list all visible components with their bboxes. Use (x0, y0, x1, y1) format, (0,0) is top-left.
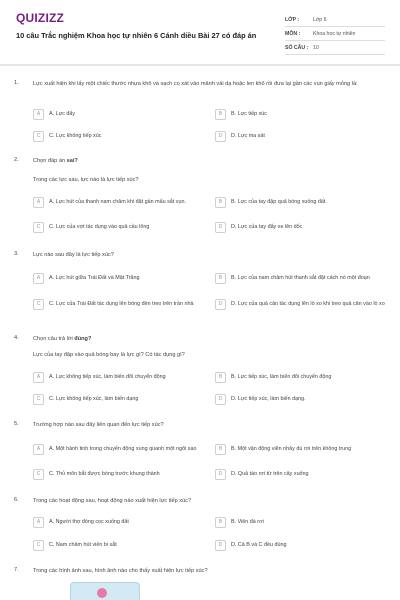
option-text: B. Lực của nam châm hút thanh sắt đặt cách nó một đoạn (231, 274, 370, 281)
option-badge: C (33, 540, 44, 551)
option-badge: B (215, 517, 226, 528)
question-text: Lực nào sau đây là lực tiếp xúc? (33, 252, 114, 258)
option-b[interactable] (215, 370, 390, 384)
option-badge: D (215, 131, 226, 142)
option-badge: C (33, 394, 44, 405)
option-text: D. Quả táo rơi từ trên cây xuống (231, 470, 309, 477)
option-a[interactable] (33, 271, 213, 285)
option-d[interactable] (215, 220, 390, 234)
illustration-shape (97, 588, 107, 598)
option-b[interactable] (215, 442, 390, 456)
option-badge: D (215, 394, 226, 405)
option-a[interactable] (33, 370, 213, 384)
option-text: A. Lực đẩy (49, 110, 76, 117)
meta-value: Khoa học tự nhiên (313, 30, 356, 37)
option-badge: D (215, 299, 226, 310)
option-text: D. Lực tiếp xúc, làm biến dạng. (231, 395, 306, 402)
question-number: 1. (14, 80, 19, 86)
question-text: Lực xuất hiện khi lấy một chiếc thước nhựa khô và sạch cọ xát vào mảnh vải dạ hoặc len khô rồi đưa lại gần các vụn giấy mỏng là: (33, 81, 358, 87)
question-number: 2. (14, 157, 19, 163)
option-d[interactable] (215, 297, 390, 311)
meta-label: LỚP : (285, 16, 300, 23)
option-a[interactable] (33, 195, 213, 209)
question-text-prefix: Chọn câu trả lời (33, 336, 75, 342)
option-c[interactable] (33, 467, 213, 481)
option-text: A. Lực hút của thanh nam châm khi đặt gần mẩu sắt vụn. (49, 198, 186, 205)
option-text: A. Lực hút giữa Trái Đất và Mặt Trăng (49, 274, 140, 281)
option-c[interactable] (33, 220, 213, 234)
option-a[interactable] (33, 442, 213, 456)
question-text: Trường hợp nào sau đây liên quan đến lực tiếp xúc? (33, 422, 164, 428)
question-subtext: Lực của tay đập vào quả bóng bay là lực gì? Có tác dụng gì? (33, 352, 185, 358)
meta-label: SỐ CÂU : (285, 44, 309, 51)
option-d[interactable] (215, 538, 390, 552)
option-badge: A (33, 372, 44, 383)
option-badge: A (33, 517, 44, 528)
option-text: A. Người thợ đóng cọc xuống đất (49, 518, 129, 525)
option-b[interactable] (215, 107, 390, 121)
option-text: D. Lực của quả cân tác dụng lên lò xo khi treo quả cân vào lò xo (231, 300, 385, 307)
option-badge: A (33, 273, 44, 284)
question-number: 5. (14, 421, 19, 427)
option-text: A. Một hành tinh trong chuyển động xung quanh một ngôi sao (49, 445, 197, 452)
option-badge: C (33, 469, 44, 480)
question-number: 3. (14, 251, 19, 257)
option-d[interactable] (215, 392, 390, 406)
quizizz-logo: QUIZIZZ (16, 11, 65, 25)
option-a[interactable] (33, 515, 213, 529)
option-d[interactable] (215, 129, 390, 143)
question-text-emphasis: đúng? (74, 336, 92, 342)
option-badge: B (215, 197, 226, 208)
meta-row-count (285, 41, 385, 55)
option-a[interactable] (33, 107, 213, 121)
option-b[interactable] (215, 515, 390, 529)
question-text: Trong các hoạt động sau, hoạt động nào xuất hiện lực tiếp xúc? (33, 498, 192, 504)
option-badge: A (33, 197, 44, 208)
option-c[interactable] (33, 297, 213, 311)
option-b[interactable] (215, 195, 390, 209)
meta-row-subject (285, 27, 385, 41)
option-text: D. Cả B và C đều đúng (231, 541, 287, 548)
question-number: 4. (14, 335, 19, 341)
option-text: B. Lực của tay đập quả bóng xuống đất. (231, 198, 327, 205)
option-badge: B (215, 109, 226, 120)
option-text: C. Lực của Trái Đất tác dụng lên bóng đèn treo trên trần nhà (49, 300, 194, 307)
option-badge: C (33, 299, 44, 310)
option-text: B. Lực tiếp xúc, làm biến đổi chuyển động (231, 373, 332, 380)
option-text: B. Một vận động viên nhảy dù rơi trên không trung (231, 445, 352, 452)
worksheet-meta (285, 13, 385, 55)
option-badge: A (33, 109, 44, 120)
worksheet-header (0, 0, 400, 62)
question-subtext: Trong các lực sau, lực nào là lực tiếp xúc? (33, 177, 139, 183)
option-text: A. Lực không tiếp xúc, làm biến đổi chuyển động (49, 373, 166, 380)
question-7-image (70, 582, 140, 600)
option-text: C. Lực không tiếp xúc (49, 132, 102, 139)
question-text-prefix: Chọn đáp án (33, 158, 67, 164)
question-text (33, 157, 388, 165)
option-c[interactable] (33, 392, 213, 406)
option-text: B. Viên đá rơi (231, 518, 264, 525)
question-number: 7. (14, 567, 19, 573)
question-number: 6. (14, 497, 19, 503)
meta-row-grade (285, 13, 385, 27)
option-text: B. Lực tiếp xúc (231, 110, 267, 117)
meta-label: MÔN : (285, 30, 301, 37)
meta-value: Lớp 6 (313, 16, 327, 23)
option-badge: B (215, 273, 226, 284)
option-badge: B (215, 372, 226, 383)
option-text: D. Lực của tay đẩy xe lên dốc (231, 223, 303, 230)
option-c[interactable] (33, 129, 213, 143)
option-d[interactable] (215, 467, 390, 481)
question-text (33, 335, 388, 343)
option-badge: B (215, 444, 226, 455)
option-badge: D (215, 540, 226, 551)
question-text: Trong các hình ảnh sau, hình ảnh nào cho thấy xuất hiện lực tiếp xúc? (33, 568, 208, 574)
option-text: C. Lực của vợt tác dụng vào quả cầu lông (49, 223, 150, 230)
option-badge: D (215, 469, 226, 480)
option-c[interactable] (33, 538, 213, 552)
option-text: C. Lực không tiếp xúc, làm biến dạng (49, 395, 139, 402)
header-divider (0, 64, 400, 66)
option-text: D. Lực ma sát (231, 132, 265, 139)
question-text-emphasis: sai? (66, 158, 78, 164)
option-badge: A (33, 444, 44, 455)
option-badge: C (33, 222, 44, 233)
meta-value: 10 (313, 44, 319, 51)
option-b[interactable] (215, 271, 390, 285)
option-text: C. Nam châm hút viên bi sắt (49, 541, 117, 548)
option-badge: C (33, 131, 44, 142)
option-text: C. Thủ môn bắt được bóng trước khung thành (49, 470, 160, 477)
worksheet-title: 10 câu Trắc nghiệm Khoa học tự nhiên 6 Cánh diều Bài 27 có đáp án (16, 31, 257, 40)
option-badge: D (215, 222, 226, 233)
